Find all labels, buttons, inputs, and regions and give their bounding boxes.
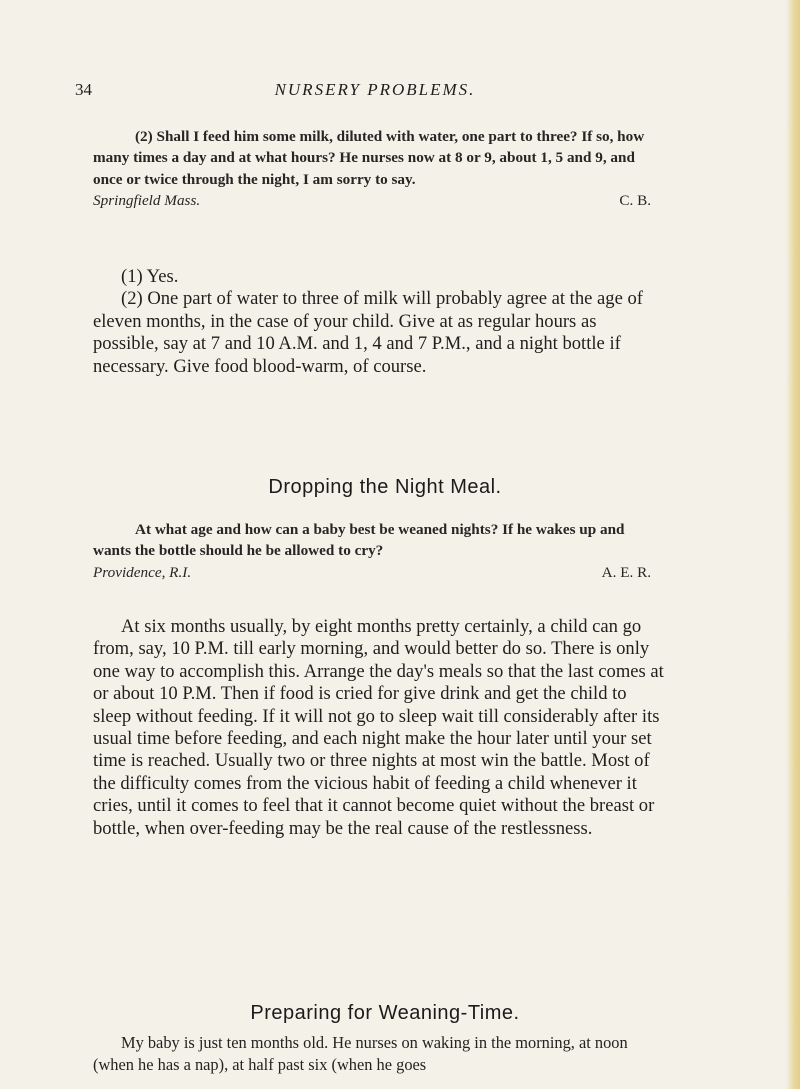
question-block — [93, 519, 665, 583]
question-signature — [93, 562, 665, 583]
question-signature — [93, 190, 665, 211]
question-initials: A. E. R. — [601, 563, 651, 581]
question-block — [93, 1032, 665, 1076]
question-block — [93, 126, 665, 211]
question-text: My baby is just ten months old. He nurses on waking in the morning, at noon (when he has a nap), at half past six (when he goes — [93, 1033, 628, 1074]
answer-paragraph: (1) Yes. — [121, 266, 179, 287]
section-heading: Dropping the Night Meal. — [268, 476, 502, 498]
page-edge — [786, 0, 800, 1089]
answer-block — [93, 616, 665, 840]
answer-block — [93, 266, 665, 378]
question-place: Providence, R.I. — [93, 563, 192, 581]
question-text: At what age and how can a baby best be weaned nights? If he wakes up and wants the bottle should he be allowed to cry? — [93, 521, 625, 560]
page-number: 34 — [75, 80, 92, 99]
question-place: Springfield Mass. — [93, 191, 201, 209]
answer-paragraph: At six months usually, by eight months pretty certainly, a child can go from, say, 10 P.M. till early morning, and would better do so. There is only one way to accomplish this. Arrange the day's meals so that the last comes at or about 10 P.M. Then if food is cried for give drink and get the child to sleep without feeding. If it will not go to sleep wait till considerably after its usual time before feeding, and each night make the hour later until your set time is reached. Usually two or three nights at most win the battle. Most of the difficulty comes from the vicious habit of feeding a child whenever it cries, until it comes to feel that it cannot become quiet without the breast or bottle, when over-feeding may be the real cause of the restlessness. — [93, 616, 664, 839]
running-head — [75, 80, 675, 104]
question-text: (2) Shall I feed him some milk, diluted with water, one part to three? If so, how many times a day and at what hours? He nurses now at 8 or 9, about 1, 5 and 9, and once or twice through the night, I am sorry to say. — [93, 128, 645, 188]
running-title: NURSERY PROBLEMS. — [274, 80, 476, 99]
section-heading: Preparing for Weaning-Time. — [250, 1002, 520, 1024]
answer-paragraph: (2) One part of water to three of milk will probably agree at the age of eleven months, in the case of your child. Give at as regular hours as possible, say at 7 and 10 A.M. and 1, 4 and 7 P.M., and a night bottle if necessary. Give food blood-warm, of course. — [93, 288, 643, 377]
question-initials: C. B. — [619, 191, 651, 209]
